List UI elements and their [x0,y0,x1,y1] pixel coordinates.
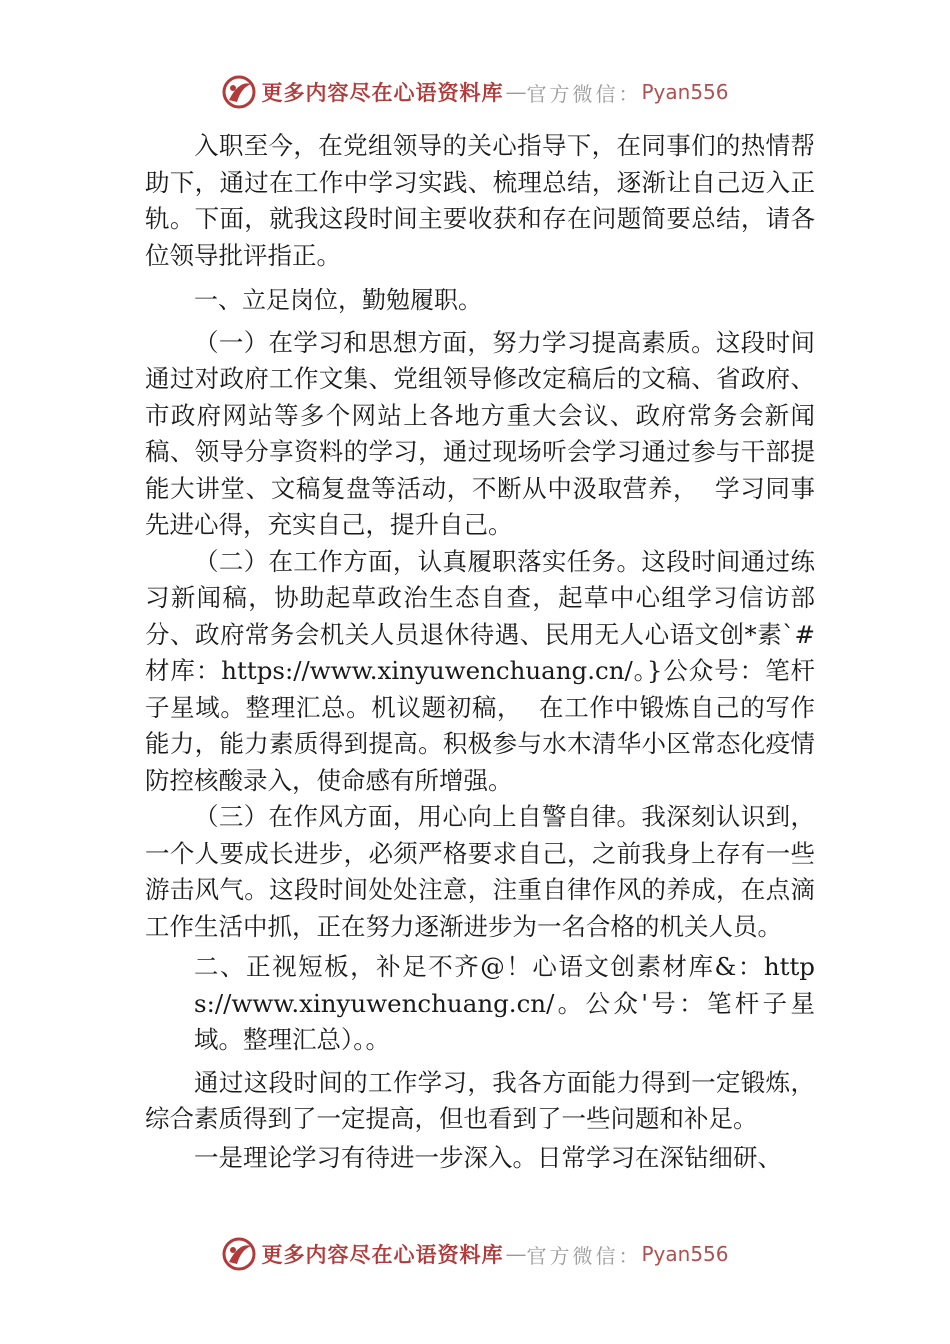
heading-section-two: 二、正视短板，补足不齐@！心语文创素材库&：https://www.xinyuwenchuang.cn/。公众'号：笔杆子星域。整理汇总）。。 [194,952,815,1054]
brand-logo-icon [221,1236,257,1272]
watermark-separator: — [505,1242,527,1266]
brand-logo-icon [221,74,257,110]
watermark-separator: — [505,80,527,104]
watermark-sub: 官方微信： [526,81,642,106]
paragraph-intro: 入职至今，在党组领导的关心指导下，在同事们的热情帮助下，通过在工作中学习实践、梳理总结，逐渐让自己迈入正轨。下面，就我这段时间主要收获和存在问题简要总结，请各位领导批评指正。 [145,131,815,270]
paragraph-style: （三）在作风方面，用心向上自警自律。我深刻认识到，一个人要成长进步，必须严格要求自己，之前我身上存有一些游击风气。这段时间处处注意，注重自律作风的养成，在点滴工作生活中抓，正在努力逐渐进步为一名合格的机关人员。 [145,802,815,941]
footer-watermark [0,1234,950,1274]
paragraph-work: （二）在工作方面，认真履职落实任务。这段时间通过练习新闻稿，协助起草政治生态自查，起草中心组学习信访部分、政府常务会机关人员退休待遇、民用无人心语文创*素`#材库：https://www.xinyuwenchuang.cn/。}公众号：笔杆子星域。整理汇总。机议题初稿， 在工作中锻炼自己的写作能力，能力素质得到提高。积极参与水木清华小区常态化疫情防控核酸录入，使命感有所增强。 [145,546,815,795]
watermark-brand: 更多内容尽在心语资料库 [261,1242,504,1267]
paragraph-summary: 通过这段时间的工作学习，我各方面能力得到一定锻炼，综合素质得到了一定提高，但也看到了一些问题和补足。 [145,1067,815,1133]
heading-section-one: 一、立足岗位，勤勉履职。 [194,286,482,314]
document-body [145,128,815,1176]
watermark-id: Pyan556 [641,1242,729,1266]
watermark-brand: 更多内容尽在心语资料库 [261,80,504,105]
header-watermark [0,72,950,112]
watermark-sub: 官方微信： [526,1243,642,1268]
paragraph-study: （一）在学习和思想方面，努力学习提高素质。这段时间通过对政府工作文集、党组领导修改定稿后的文稿、省政府、市政府网站等多个网站上各地方重大会议、政府常务会新闻稿、领导分享资料的学习，通过现场听会学习通过参与干部提能大讲堂、文稿复盘等活动，不断从中汲取营养， 学习同事先进心得，充实自己，提升自己。 [145,327,815,539]
paragraph-point-one: 一是理论学习有待进一步深入。日常学习在深钻细研、 [194,1142,782,1172]
watermark-id: Pyan556 [641,80,729,104]
